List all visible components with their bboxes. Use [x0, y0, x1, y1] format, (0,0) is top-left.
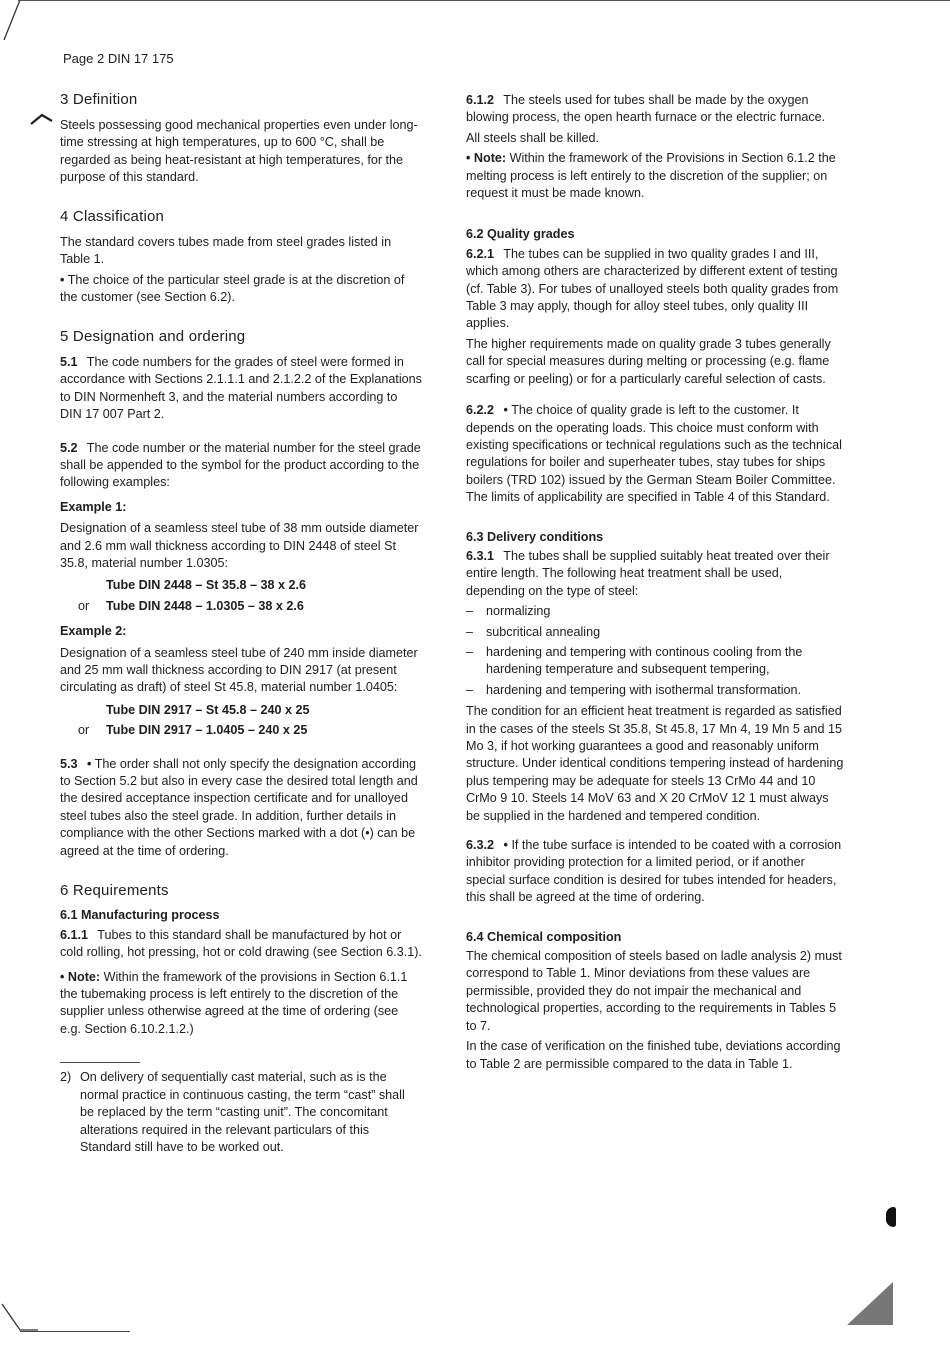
- note-label: Note:: [67, 969, 101, 984]
- section-6-2-quality-grades: [466, 226, 844, 506]
- section-heading: 3 Definition: [60, 91, 138, 109]
- example-1-title: Example 1:: [60, 499, 127, 514]
- example-2-formula-2: [78, 722, 422, 739]
- paragraph-text: The steels used for tubes shall be made by the oxygen blowing process, the open hearth furnace or the electric furnace.: [466, 93, 826, 125]
- classification-text: The standard covers tubes made from steel grades listed in Table 1.: [60, 234, 392, 267]
- scan-corner-mark-top-left: [0, 0, 30, 50]
- top-rule: [18, 0, 950, 1]
- heat-treatment-conditions: The condition for an efficient heat treatment is regarded as satisfied in the cases of the steels St 35.8, St 45.8, 17 Mn 4, 19 Mn 5 and 15 Mo 3, if hot working guarantees a good and reasonably uniform structure. Under identical conditions tempering instead of hardening plus tempering may be adequate for steels 13 CrMo 44 and 10 CrMo 9 10. Steels 14 MoV 63 and X 20 CrMoV 12 1 must always be supplied in the hardened and tempered condition.: [466, 704, 844, 823]
- paragraph-text: The order shall not only specify the designation according to Section 5.2 but also in every case the desired total length and the desired acceptance inspection certificate and for unalloyed steel tubes also the steel grade. In addition, further details in compliance with the other Sections marked with a dot (•) can be agreed at the time of ordering.: [60, 756, 418, 858]
- example-2-text: Designation of a seamless steel tube of 240 mm inside diameter and 25 mm wall thickness according to DIN 2917 (at present circulating as draft) of steel St 45.8, material number 1.0405:: [60, 645, 418, 695]
- section-6-3-delivery-conditions: [466, 529, 844, 907]
- footnote-mark: 2): [60, 1070, 72, 1085]
- paragraph-6-2-1: [466, 246, 844, 333]
- note-text: Within the framework of the Provisions in Section 6.1.2 the melting process is left entirely to the discretion of the supplier; on request it must be made known.: [466, 151, 836, 201]
- paragraph-6-1-2: [466, 92, 844, 127]
- definition-text: Steels possessing good mechanical properties even under long-time stressing at high temperatures, up to 600 °C, shall be regarded as being heat-resistant at high temperatures, for the purpose of this standard.: [60, 117, 418, 185]
- note-paragraph: [60, 969, 422, 1039]
- classification-bullet-paragraph: [60, 272, 422, 307]
- paragraph-number: 5.1: [60, 354, 78, 369]
- example-2-formula-1: Tube DIN 2917 – St 45.8 – 240 x 25: [106, 702, 310, 717]
- paragraph-number: 5.2: [60, 440, 78, 455]
- bullet-dot: •: [466, 151, 471, 166]
- section-6-requirements: [60, 882, 422, 1038]
- footnote: [60, 1069, 422, 1156]
- bullet-dot: •: [503, 403, 508, 418]
- section-3-definition: [60, 91, 422, 186]
- note-paragraph: [466, 150, 844, 202]
- right-column: [466, 92, 844, 1095]
- footnote-text: On delivery of sequentially cast material, such as is the normal practice in continuous casting, the term “cast” shall be replaced by the term “casting unit”. The concomitant alterations required in the relevant particulars of this Standard still have to be worked out.: [80, 1070, 405, 1154]
- paragraph-text: The choice of the particular steel grade is at the discretion of the customer (see Section 6.2).: [60, 272, 405, 305]
- or-label: or: [78, 723, 90, 738]
- paragraph-5-2: [60, 440, 422, 492]
- bullet-dot: •: [503, 838, 508, 853]
- paragraph-text: If the tube surface is intended to be coated with a corrosion inhibitor providing protection for a limited period, or if another special surface condition is desired for tubes intended for headers, this shall be agreed at the time of ordering.: [466, 838, 842, 905]
- paragraph-text: Tubes to this standard shall be manufactured by hot or cold rolling, hot pressing, hot or cold drawing (see Section 6.3.1).: [60, 927, 422, 960]
- subsection-heading: 6.2 Quality grades: [466, 227, 575, 242]
- note-label: Note:: [473, 151, 507, 166]
- subsection-heading: 6.4 Chemical composition: [466, 929, 622, 944]
- formula-text: Tube DIN 2917 – 1.0405 – 240 x 25: [106, 723, 308, 738]
- killed-statement: All steels shall be killed.: [466, 130, 599, 145]
- example-1-formula-2: [78, 598, 422, 615]
- note-text: Within the framework of the provisions in Section 6.1.1 the tubemaking process is left entirely to the discretion of the supplier unless otherwise agreed at the time of ordering (see e.g. Section 6.10.2.1.2.): [60, 969, 408, 1036]
- paragraph-6-4-a: The chemical composition of steels based on ladle analysis 2) must correspond to Table 1. Minor deviations from these values are permissible, provided they do not impair the mechanical and technological properties, according to the requirements in Tables 5 to 7.: [466, 949, 842, 1033]
- paragraph-6-2-2: [466, 402, 844, 506]
- bullet-dot: •: [60, 272, 65, 287]
- paragraph-text: The choice of quality grade is left to the customer. It depends on the operating loads. This choice must conform with existing specifications or technical regulations such as the technical regulations for boiler and superheater tubes, stay tubes for ships boilers (TRD 102) issued by the German Steam Boiler Committee. The limits of applicability are specified in Table 4 of this Standard.: [466, 403, 842, 505]
- paragraph-number: 6.2.1: [466, 246, 495, 261]
- paragraph-number: 6.1.2: [466, 93, 495, 107]
- left-column: [60, 50, 422, 1156]
- paragraph-6-3-1: [466, 548, 844, 600]
- paragraph-text: The tubes can be supplied in two quality grades I and III, which among others are characterized by different extent of testing (cf. Table 3). For tubes of unalloyed steels both quality grades from Table 3 may apply, though for alloy steel tubes, only quality III applies.: [466, 246, 839, 331]
- section-heading: 5 Designation and ordering: [60, 328, 246, 346]
- or-label: or: [78, 598, 90, 613]
- binding-hole-mark: [886, 1207, 896, 1227]
- list-item: – hardening and tempering with isothermal transformation.: [466, 682, 844, 699]
- list-item: – hardening and tempering with continous cooling from the hardening temperature and subsequent tempering,: [466, 644, 844, 679]
- example-1-text: Designation of a seamless steel tube of 38 mm outside diameter and 2.6 mm wall thickness according to DIN 2448 of steel St 35.8, material number 1.0305:: [60, 521, 419, 570]
- paragraph-text: The code numbers for the grades of steel were formed in accordance with Sections 2.1.1.1 and 2.1.2.2 of the Explanations to DIN Normenheft 3, and the material numbers according to DIN 17 007 Part 2.: [60, 354, 422, 422]
- paragraph-number: 5.3: [60, 756, 78, 771]
- formula-text: Tube DIN 2448 – 1.0305 – 38 x 2.6: [106, 598, 304, 613]
- example-2-title: Example 2:: [60, 624, 127, 639]
- section-6-4-chemical-composition: [466, 929, 844, 1073]
- example-1-formula-1: Tube DIN 2448 – St 35.8 – 38 x 2.6: [106, 578, 306, 593]
- paragraph-number: 6.3.2: [466, 838, 495, 853]
- paragraph-text: The tubes shall be supplied suitably heat treated over their entire length. The following heat treatment shall be used, depending on the type of steel:: [466, 548, 830, 598]
- bullet-dot: •: [87, 756, 92, 771]
- scan-corner-mark-bottom-left: [0, 1300, 40, 1345]
- paragraph-5-1: [60, 354, 422, 424]
- paragraph-6-3-2: [466, 837, 844, 907]
- subsection-heading: 6.3 Delivery conditions: [466, 529, 604, 544]
- subsection-heading: 6.1 Manufacturing process: [60, 908, 220, 923]
- paragraph-6-1-1: [60, 927, 422, 962]
- list-item: – normalizing: [466, 603, 844, 620]
- section-5-designation: [60, 328, 422, 860]
- margin-mark: [30, 112, 54, 126]
- paragraph-number: 6.3.1: [466, 548, 495, 563]
- paragraph-number: 6.2.2: [466, 403, 495, 418]
- page-header: Page 2 DIN 17 175: [63, 51, 174, 66]
- list-item: – subcritical annealing: [466, 624, 844, 641]
- paragraph-6-4-b: In the case of verification on the finished tube, deviations according to Table 2 are permissible compared to the data in Table 1.: [466, 1039, 841, 1071]
- section-4-classification: [60, 208, 422, 306]
- scan-corner-mark-bottom-right: [845, 1280, 895, 1330]
- section-heading: 4 Classification: [60, 208, 165, 226]
- paragraph-number: 6.1.1: [60, 927, 89, 942]
- section-heading: 6 Requirements: [60, 882, 169, 900]
- heat-treatment-list: [466, 603, 844, 699]
- bullet-dot: •: [60, 969, 65, 984]
- footnote-rule: [60, 1062, 140, 1063]
- paragraph-text: The code number or the material number for the steel grade shall be appended to the symbol for the product according to the following examples:: [60, 440, 421, 490]
- paragraph-6-2-1-continued: The higher requirements made on quality grade 3 tubes generally call for special measures during melting or processing (e.g. flame scarfing or peeling) or for a particularly careful selection of casts.: [466, 336, 831, 386]
- bottom-rule: [20, 1331, 130, 1332]
- paragraph-5-3: [60, 756, 422, 860]
